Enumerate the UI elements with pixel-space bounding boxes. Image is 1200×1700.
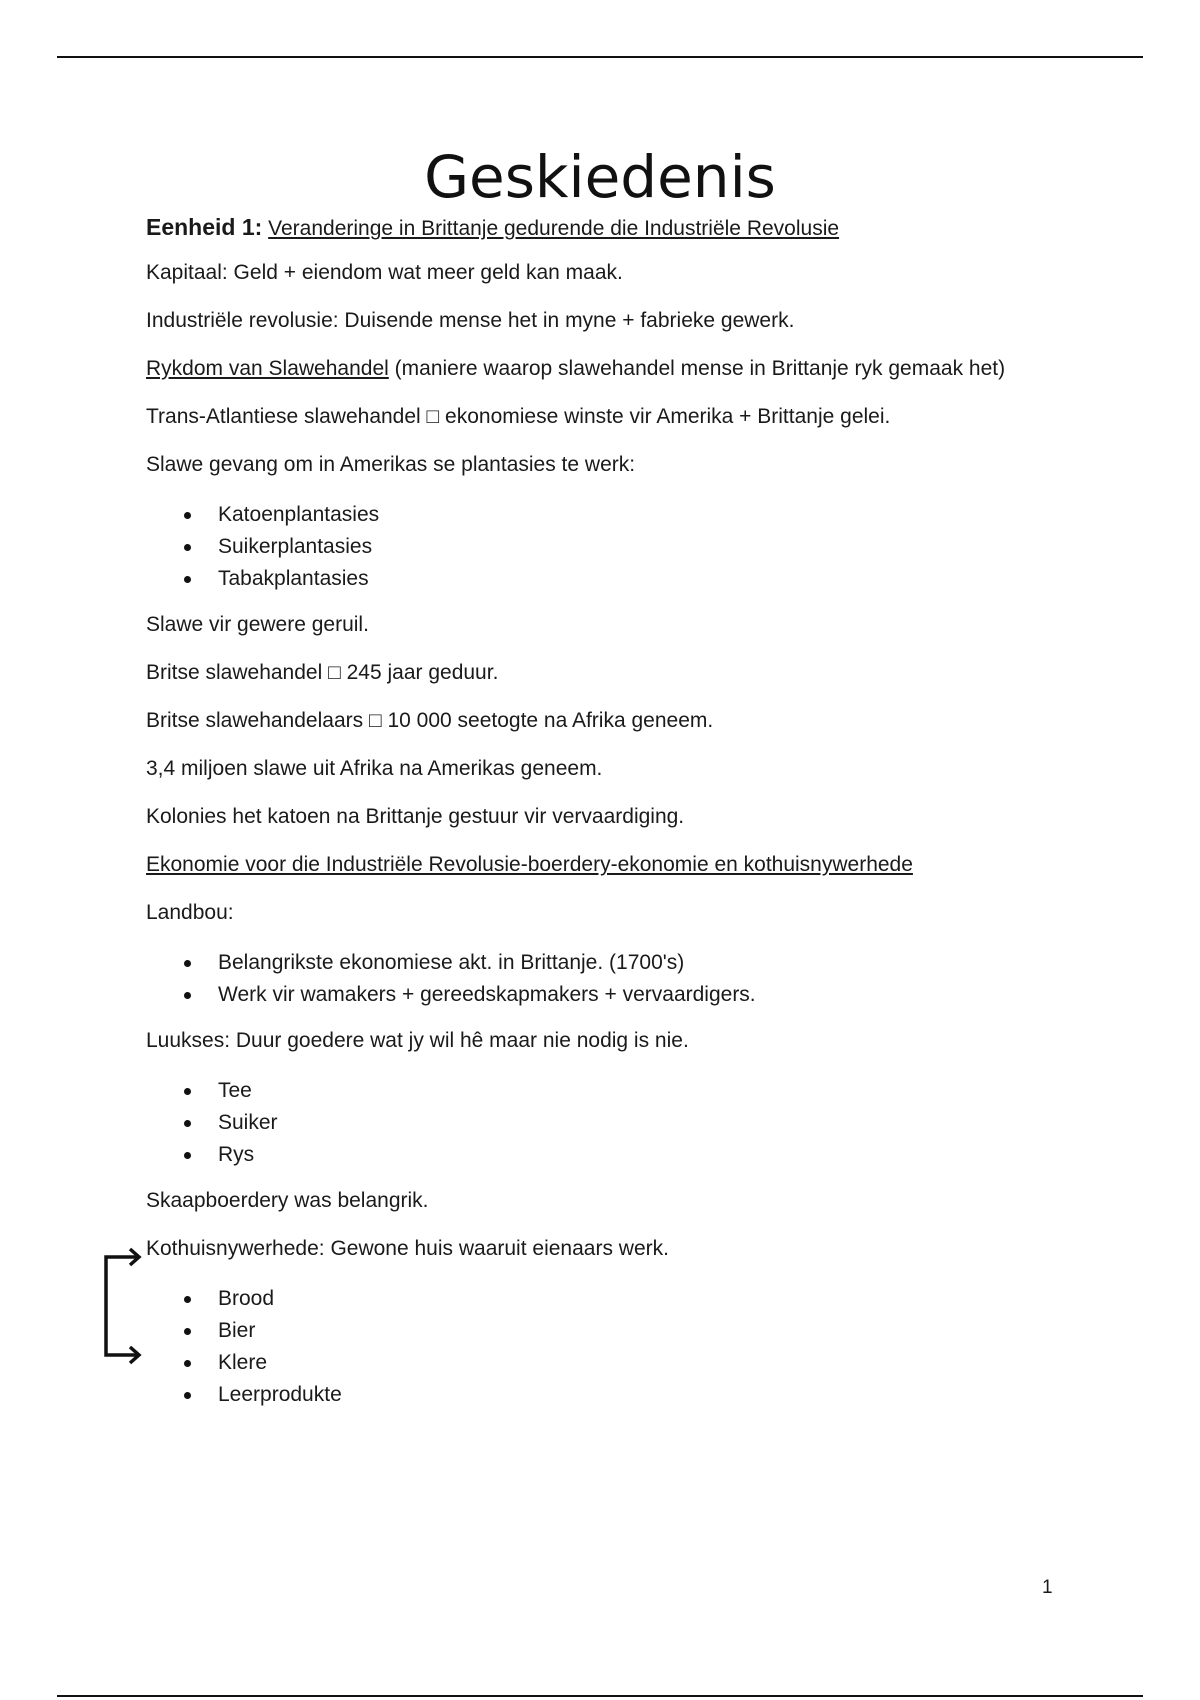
paragraph-seetogte: Britse slawehandelaars □ 10 000 seetogte na Afrika geneem. xyxy=(146,709,714,732)
rykdom-section xyxy=(146,355,1146,383)
list-item: Belangrikste ekonomiese akt. in Brittanje. (1700's) xyxy=(146,947,1146,979)
bottom-rule xyxy=(57,1695,1143,1697)
unit-label: Eenheid 1: xyxy=(146,214,263,240)
document-title: Geskiedenis xyxy=(424,143,776,211)
rykdom-note: (maniere waarop slawehandel mense in Brittanje ryk gemaak het) xyxy=(388,357,1006,380)
page-number: 1 xyxy=(1042,1577,1053,1598)
unit-title: Veranderinge in Brittanje gedurende die Industriële Revolusie xyxy=(268,217,840,240)
list-item: Rys xyxy=(146,1139,1146,1171)
list-item: Tabakplantasies xyxy=(146,563,1146,595)
paragraph-kothuisnywerhede: Kothuisnywerhede: Gewone huis waaruit eienaars werk. xyxy=(146,1237,669,1260)
paragraph-kolonies: Kolonies het katoen na Brittanje gestuur vir vervaardiging. xyxy=(146,805,685,828)
list-item: Brood xyxy=(146,1283,1146,1315)
paragraph-miljoen: 3,4 miljoen slawe uit Afrika na Amerikas geneem. xyxy=(146,757,603,780)
list-item: Suiker xyxy=(146,1107,1146,1139)
bracket-arrow-icon xyxy=(96,1243,142,1373)
paragraph-luukses: Luukses: Duur goedere wat jy wil hê maar nie nodig is nie. xyxy=(146,1029,689,1052)
paragraph-gewere: Slawe vir gewere geruil. xyxy=(146,613,369,636)
paragraph-skaapboerdery: Skaapboerdery was belangrik. xyxy=(146,1189,429,1212)
paragraph-industriele: Industriële revolusie: Duisende mense het in myne + fabrieke gewerk. xyxy=(146,309,795,332)
rykdom-heading: Rykdom van Slawehandel xyxy=(146,357,389,380)
paragraph-trans-atlantiese: Trans-Atlantiese slawehandel □ ekonomiese winste vir Amerika + Brittanje gelei. xyxy=(146,405,891,428)
list-item: Bier xyxy=(146,1315,1146,1347)
list-item: Werk vir wamakers + gereedskapmakers + vervaardigers. xyxy=(146,979,1146,1011)
list-item: Katoenplantasies xyxy=(146,499,1146,531)
list-item: Tee xyxy=(146,1075,1146,1107)
top-rule xyxy=(57,56,1143,58)
document-body xyxy=(146,213,1146,1427)
landbou-list xyxy=(146,947,1146,1011)
paragraph-kapitaal: Kapitaal: Geld + eiendom wat meer geld kan maak. xyxy=(146,261,623,284)
list-item: Klere xyxy=(146,1347,1146,1379)
paragraph-slawe-gevang: Slawe gevang om in Amerikas se plantasies te werk: xyxy=(146,453,636,476)
ekonomie-heading: Ekonomie voor die Industriële Revolusie-boerdery-ekonomie en kothuisnywerhede xyxy=(146,853,913,876)
plantations-list xyxy=(146,499,1146,595)
paragraph-landbou: Landbou: xyxy=(146,901,234,924)
paragraph-245-jaar: Britse slawehandel □ 245 jaar geduur. xyxy=(146,661,499,684)
unit-heading xyxy=(146,213,1146,243)
luukses-list xyxy=(146,1075,1146,1171)
kothuis-list xyxy=(146,1283,1146,1411)
list-item: Leerprodukte xyxy=(146,1379,1146,1411)
list-item: Suikerplantasies xyxy=(146,531,1146,563)
